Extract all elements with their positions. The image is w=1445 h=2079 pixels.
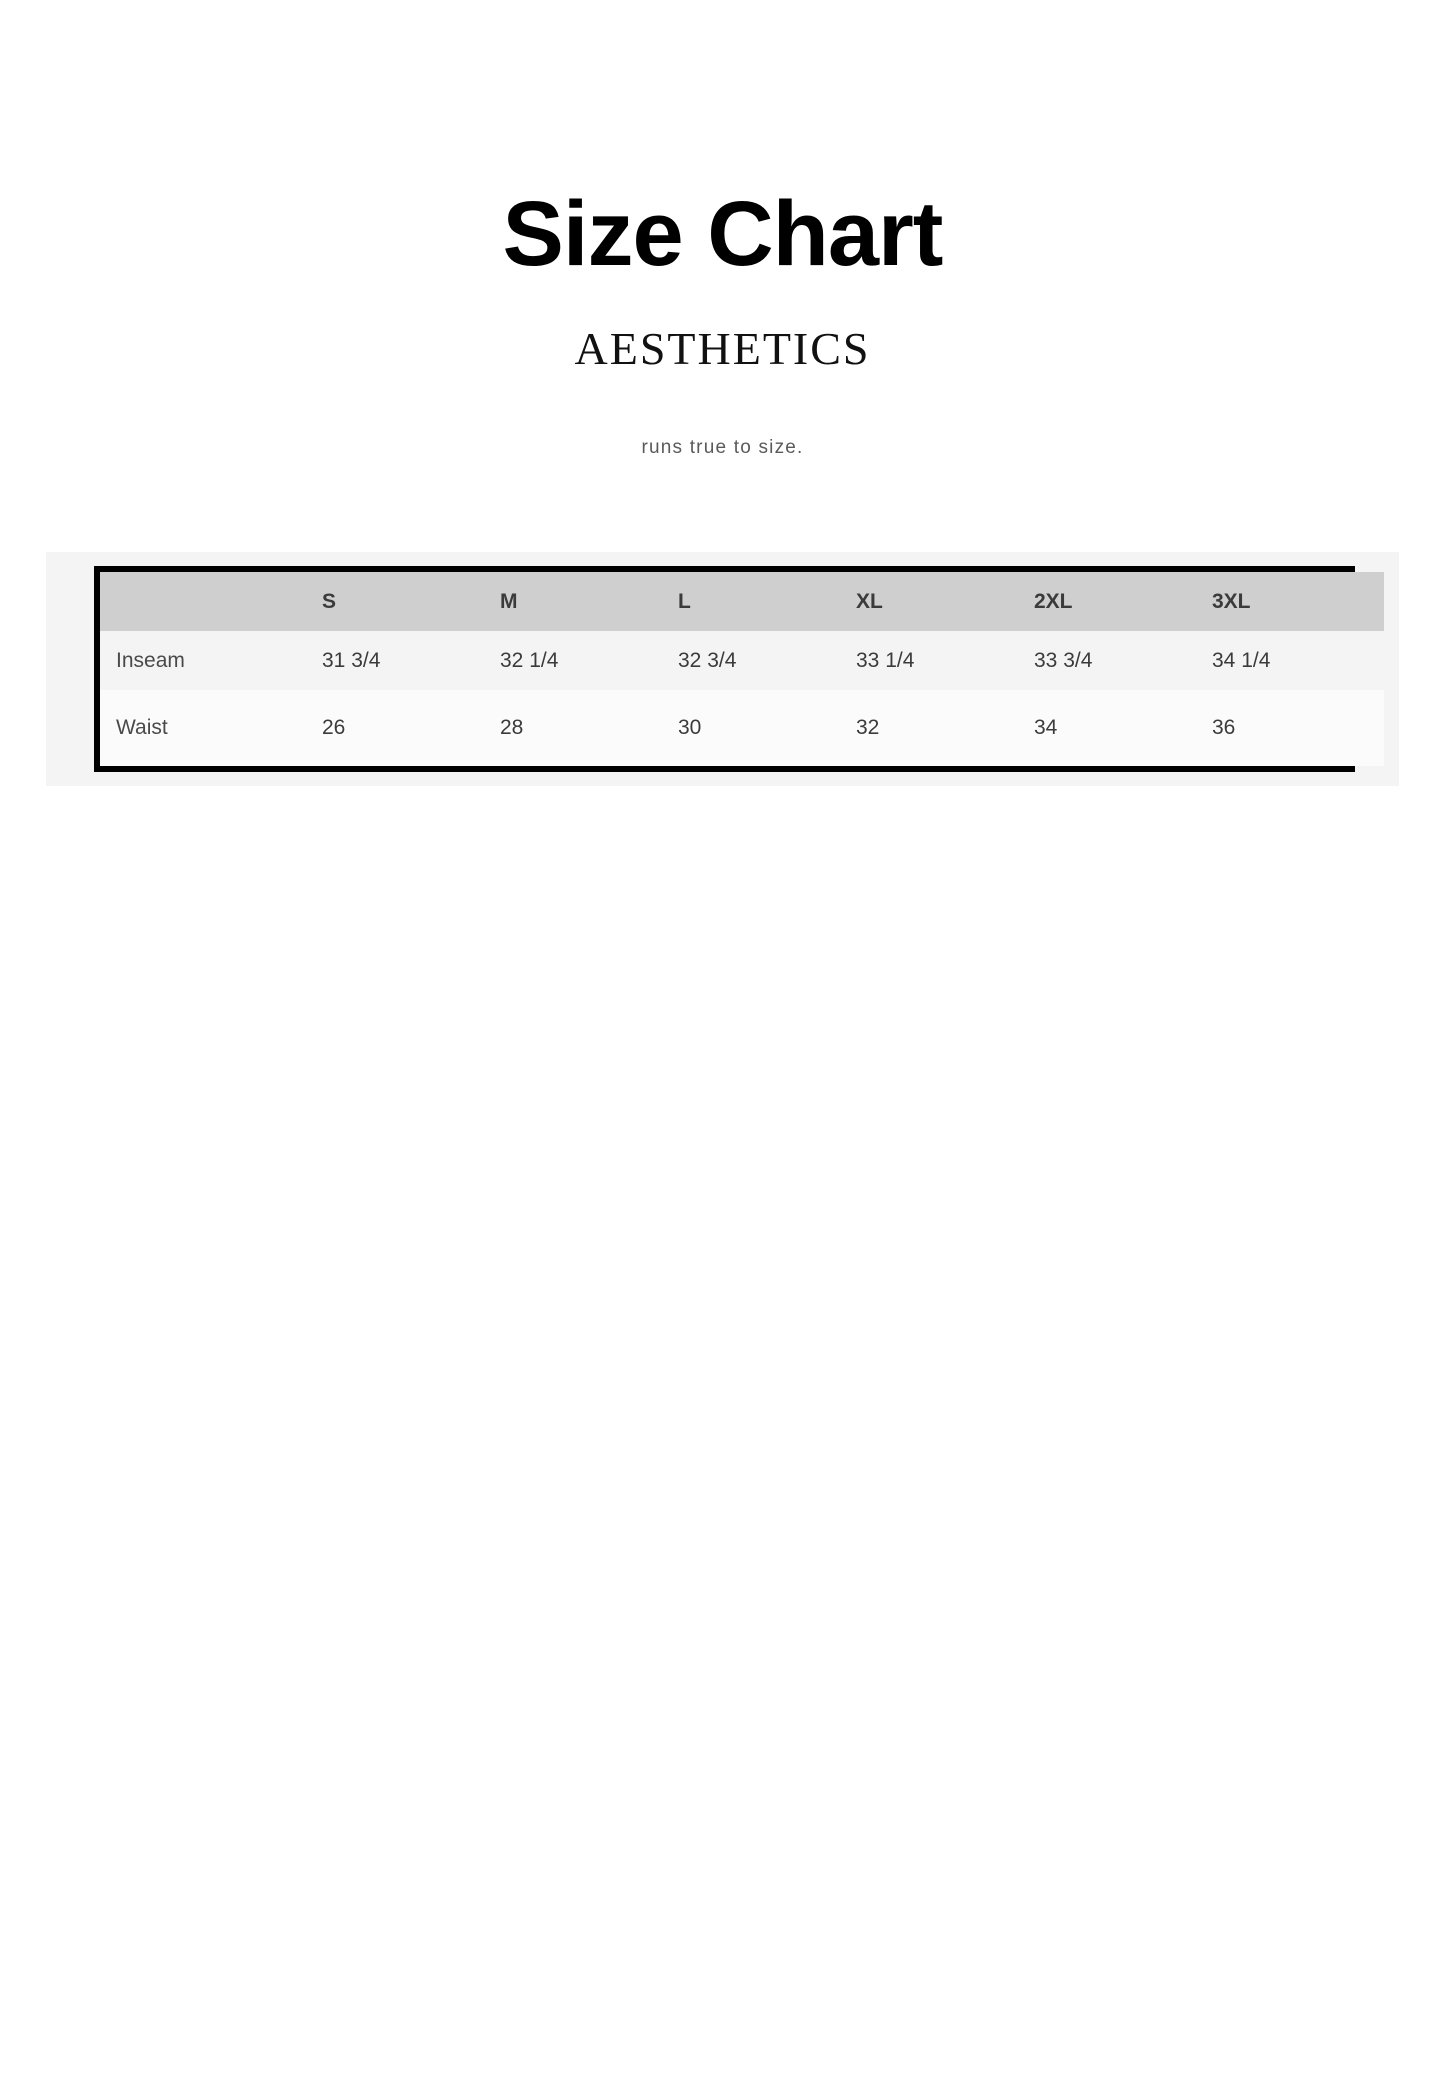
size-table-panel [46,552,1399,786]
header-size-3xl: 3XL [1212,589,1251,613]
page-title: Size Chart [502,183,943,285]
header-size-m: M [500,589,518,613]
cell-waist-3xl: 36 [1212,716,1236,739]
size-table-head [100,572,1384,631]
header-size-s: S [322,589,337,613]
table-header-row [100,572,1384,631]
cell-inseam-l: 32 3/4 [678,648,737,672]
cell-waist-s: 26 [322,716,346,739]
cell-waist-2xl: 34 [1034,716,1058,739]
table-row [100,631,1384,690]
cell-inseam-xl: 33 1/4 [856,648,915,672]
row-label-waist: Waist [116,716,168,739]
brand-subtitle: AESTHETICS [574,323,871,374]
cell-waist-m: 28 [500,716,524,739]
header-corner [100,572,316,631]
size-table-frame [94,566,1355,772]
cell-inseam-s: 31 3/4 [322,648,381,672]
size-table [100,572,1384,766]
cell-inseam-m: 32 1/4 [500,648,559,672]
size-table-body [100,631,1384,766]
header-size-2xl: 2XL [1034,589,1073,613]
cell-inseam-3xl: 34 1/4 [1212,648,1271,672]
header-size-xl: XL [856,589,883,613]
header-size-l: L [678,589,691,613]
fit-note: runs true to size. [641,437,804,458]
cell-waist-xl: 32 [856,716,880,739]
cell-inseam-2xl: 33 3/4 [1034,648,1093,672]
cell-waist-l: 30 [678,716,702,739]
table-row [100,690,1384,766]
row-label-inseam: Inseam [116,648,185,672]
